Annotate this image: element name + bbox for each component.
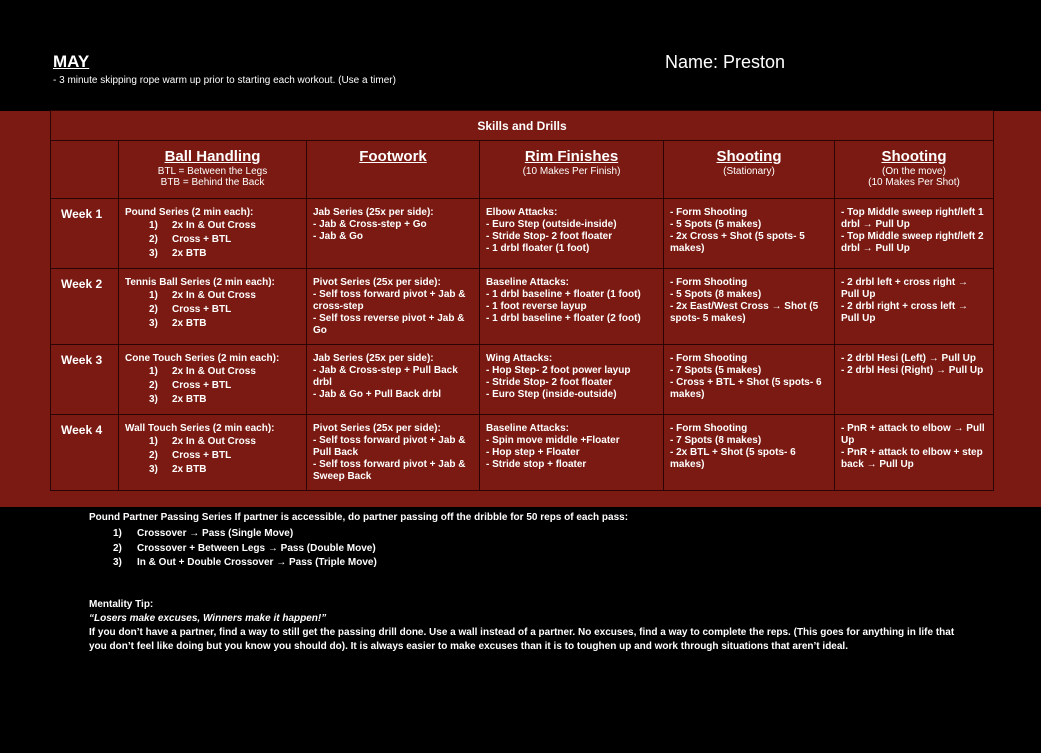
column-subtitle: (10 Makes Per Shot) bbox=[868, 177, 960, 188]
ball-handling-cell bbox=[119, 199, 307, 269]
drill-line: - Stride stop + floater bbox=[486, 459, 587, 470]
list-number: 1) bbox=[149, 436, 158, 447]
list-text: 2x In & Out Cross bbox=[172, 436, 256, 447]
drill-title: Wall Touch Series (2 min each): bbox=[125, 423, 275, 434]
drill-line: - Stride Stop- 2 foot floater bbox=[486, 231, 613, 242]
drill-line: - Self toss forward pivot + Jab & cross-step bbox=[313, 289, 466, 312]
list-text: Cross + BTL bbox=[172, 380, 232, 391]
column-header bbox=[664, 141, 835, 199]
shooting-stationary-cell bbox=[664, 415, 835, 491]
empty-header-cell bbox=[51, 141, 119, 199]
drill-line: - 7 Spots (8 makes) bbox=[670, 435, 762, 446]
mentality-tip bbox=[89, 598, 969, 654]
column-header bbox=[480, 141, 664, 199]
list-item bbox=[125, 435, 300, 449]
shooting-move-cell bbox=[835, 415, 994, 491]
column-header bbox=[307, 141, 480, 199]
week-label: Week 3 bbox=[51, 345, 119, 415]
drill-line: - Form Shooting bbox=[670, 277, 748, 288]
column-subtitle: BTL = Between the Legs bbox=[157, 166, 268, 177]
list-text: 2x BTB bbox=[172, 464, 207, 475]
list-item bbox=[125, 289, 300, 303]
drill-line: - Top Middle sweep right/left 2 drbl → Pull Up bbox=[841, 231, 984, 254]
tip-label: Mentality Tip: bbox=[89, 599, 154, 610]
list-text: 2x BTB bbox=[172, 248, 207, 259]
drill-title: Pivot Series (25x per side): bbox=[313, 277, 441, 288]
drill-line: - Top Middle sweep right/left 1 drbl → Pull Up bbox=[841, 207, 984, 230]
drill-line: - PnR + attack to elbow + step back → Pull Up bbox=[841, 447, 983, 470]
drill-title: Pivot Series (25x per side): bbox=[313, 423, 441, 434]
list-number: 1) bbox=[149, 366, 158, 377]
list-number: 3) bbox=[149, 394, 158, 405]
drill-line: - 1 drbl baseline + floater (1 foot) bbox=[486, 289, 641, 300]
table-title: Skills and Drills bbox=[51, 111, 994, 141]
shooting-move-cell bbox=[835, 269, 994, 345]
week-label: Week 2 bbox=[51, 269, 119, 345]
drill-line: - 2 drbl Hesi (Right) → Pull Up bbox=[841, 365, 984, 376]
drill-line: - 1 foot reverse layup bbox=[486, 301, 587, 312]
column-header bbox=[835, 141, 994, 199]
column-subtitle: (On the move) bbox=[882, 166, 946, 177]
ball-handling-cell bbox=[119, 345, 307, 415]
partner-list-item bbox=[113, 542, 377, 557]
drill-line: - 5 Spots (8 makes) bbox=[670, 289, 762, 300]
week-row bbox=[51, 345, 994, 415]
partner-passing-list bbox=[113, 527, 377, 571]
drill-line: - Stride Stop- 2 foot floater bbox=[486, 377, 613, 388]
drill-list bbox=[125, 435, 300, 479]
drill-line: - 7 Spots (5 makes) bbox=[670, 365, 762, 376]
drill-line: - Euro Step (outside-inside) bbox=[486, 219, 617, 230]
column-subtitle: BTB = Behind the Back bbox=[160, 177, 265, 188]
drill-title: Baseline Attacks: bbox=[486, 423, 569, 434]
drill-line: - 2 drbl Hesi (Left) → Pull Up bbox=[841, 353, 977, 364]
drill-title: Pound Series (2 min each): bbox=[125, 207, 254, 218]
tip-body: If you don’t have a partner, find a way to still get the passing drill done. Use a wall instead of a partner. No excuses, find a way to complete the reps. (This goes for anything in life that you don’t feel like doing but you know you should do). It is always easier to make excuses than it is to toughen up and work through situations that aren’t ideal. bbox=[89, 627, 955, 652]
footwork-cell bbox=[307, 269, 480, 345]
shooting-stationary-cell bbox=[664, 345, 835, 415]
list-text: 2x BTB bbox=[172, 394, 207, 405]
drill-line: - Form Shooting bbox=[670, 207, 748, 218]
drill-line: - Jab & Cross-step + Go bbox=[313, 219, 427, 230]
week-row bbox=[51, 269, 994, 345]
list-number: 3) bbox=[149, 248, 158, 259]
drill-line: - Form Shooting bbox=[670, 353, 748, 364]
footwork-cell bbox=[307, 345, 480, 415]
drill-line: - Form Shooting bbox=[670, 423, 748, 434]
list-number: 2) bbox=[149, 304, 158, 315]
drill-line: - 2x BTL + Shot (5 spots- 6 makes) bbox=[670, 447, 796, 470]
column-title: Footwork bbox=[359, 148, 427, 165]
week-row bbox=[51, 199, 994, 269]
footwork-cell bbox=[307, 199, 480, 269]
list-number: 2) bbox=[149, 234, 158, 245]
list-number: 1) bbox=[113, 528, 122, 539]
list-text: 2x In & Out Cross bbox=[172, 290, 256, 301]
drill-title: Wing Attacks: bbox=[486, 353, 553, 364]
drill-line: - 2 drbl left + cross right → Pull Up bbox=[841, 277, 968, 300]
list-item bbox=[125, 365, 300, 379]
drill-line: - Spin move middle +Floater bbox=[486, 435, 620, 446]
list-number: 1) bbox=[149, 290, 158, 301]
tip-quote: “Losers make excuses, Winners make it happen!” bbox=[89, 613, 327, 624]
list-text: Cross + BTL bbox=[172, 450, 232, 461]
drill-line: - Jab & Cross-step + Pull Back drbl bbox=[313, 365, 458, 388]
list-number: 3) bbox=[149, 464, 158, 475]
drill-list bbox=[125, 219, 300, 263]
column-subtitle: (Stationary) bbox=[723, 166, 775, 177]
drill-line: - 1 drbl baseline + floater (2 foot) bbox=[486, 313, 641, 324]
drill-line: - Hop Step- 2 foot power layup bbox=[486, 365, 631, 376]
warmup-note: - 3 minute skipping rope warm up prior to starting each workout. (Use a timer) bbox=[53, 75, 396, 86]
drill-title: Cone Touch Series (2 min each): bbox=[125, 353, 280, 364]
list-item bbox=[125, 247, 300, 261]
list-text: Crossover + Between Legs → Pass (Double Move) bbox=[137, 542, 376, 554]
column-title: Shooting bbox=[716, 148, 782, 165]
partner-list-item bbox=[113, 556, 377, 571]
drill-line: - Cross + BTL + Shot (5 spots- 6 makes) bbox=[670, 377, 822, 400]
column-title: Rim Finishes bbox=[524, 148, 619, 165]
list-text: 2x In & Out Cross bbox=[172, 220, 256, 231]
drill-title: Jab Series (25x per side): bbox=[313, 353, 434, 364]
list-text: Cross + BTL bbox=[172, 234, 232, 245]
rim-cell bbox=[480, 415, 664, 491]
footwork-cell bbox=[307, 415, 480, 491]
list-number: 1) bbox=[149, 220, 158, 231]
column-title: Shooting bbox=[881, 148, 947, 165]
list-number: 2) bbox=[149, 380, 158, 391]
rim-cell bbox=[480, 345, 664, 415]
column-header-row bbox=[51, 141, 994, 199]
list-text: Crossover → Pass (Single Move) bbox=[137, 528, 294, 539]
drill-line: - 2x Cross + Shot (5 spots- 5 makes) bbox=[670, 231, 805, 254]
partner-passing-intro: Pound Partner Passing Series If partner is accessible, do partner passing off the dribble for 50 reps of each pass: bbox=[89, 512, 629, 523]
week-row bbox=[51, 415, 994, 491]
drill-line: - Jab & Go + Pull Back drbl bbox=[313, 389, 442, 400]
drill-line: - Self toss forward pivot + Jab & Sweep Back bbox=[313, 459, 466, 482]
week-label: Week 1 bbox=[51, 199, 119, 269]
rim-cell bbox=[480, 199, 664, 269]
list-item bbox=[125, 449, 300, 463]
shooting-move-cell bbox=[835, 199, 994, 269]
skills-drills-table bbox=[50, 110, 994, 491]
drill-list bbox=[125, 289, 300, 333]
drill-title: Elbow Attacks: bbox=[486, 207, 558, 218]
week-label: Week 4 bbox=[51, 415, 119, 491]
list-text: 2x In & Out Cross bbox=[172, 366, 256, 377]
list-item bbox=[125, 317, 300, 331]
drill-line: - 2x East/West Cross → Shot (5 spots- 5 makes) bbox=[670, 301, 819, 324]
drill-line: - Self toss forward pivot + Jab & Pull Back bbox=[313, 435, 466, 458]
drill-line: - Euro Step (inside-outside) bbox=[486, 389, 617, 400]
drill-line: - Jab & Go bbox=[313, 231, 364, 242]
shooting-stationary-cell bbox=[664, 199, 835, 269]
shooting-move-cell bbox=[835, 345, 994, 415]
list-item bbox=[125, 233, 300, 247]
rim-cell bbox=[480, 269, 664, 345]
list-item bbox=[125, 219, 300, 233]
list-text: 2x BTB bbox=[172, 318, 207, 329]
drill-title: Jab Series (25x per side): bbox=[313, 207, 434, 218]
partner-list-item bbox=[113, 527, 377, 542]
drill-line: - Self toss reverse pivot + Jab & Go bbox=[313, 313, 465, 336]
list-number: 2) bbox=[149, 450, 158, 461]
drill-line: - PnR + attack to elbow → Pull Up bbox=[841, 423, 985, 446]
drill-list bbox=[125, 365, 300, 409]
ball-handling-cell bbox=[119, 415, 307, 491]
drill-line: - 2 drbl right + cross left → Pull Up bbox=[841, 301, 968, 324]
month-title: MAY bbox=[53, 52, 90, 71]
ball-handling-cell bbox=[119, 269, 307, 345]
drill-line: - 5 Spots (5 makes) bbox=[670, 219, 762, 230]
drill-line: - 1 drbl floater (1 foot) bbox=[486, 243, 590, 254]
list-item bbox=[125, 303, 300, 317]
list-text: In & Out + Double Crossover → Pass (Triple Move) bbox=[137, 557, 377, 568]
column-header bbox=[119, 141, 307, 199]
list-number: 2) bbox=[113, 542, 122, 554]
list-item bbox=[125, 393, 300, 407]
list-text: Cross + BTL bbox=[172, 304, 232, 315]
drill-title: Tennis Ball Series (2 min each): bbox=[125, 277, 275, 288]
list-number: 3) bbox=[113, 557, 122, 568]
list-item bbox=[125, 379, 300, 393]
shooting-stationary-cell bbox=[664, 269, 835, 345]
drill-line: - Hop step + Floater bbox=[486, 447, 580, 458]
list-item bbox=[125, 463, 300, 477]
list-number: 3) bbox=[149, 318, 158, 329]
athlete-name: Name: Preston bbox=[665, 52, 786, 72]
column-subtitle: (10 Makes Per Finish) bbox=[522, 166, 621, 177]
column-title: Ball Handling bbox=[164, 148, 261, 165]
drill-title: Baseline Attacks: bbox=[486, 277, 569, 288]
